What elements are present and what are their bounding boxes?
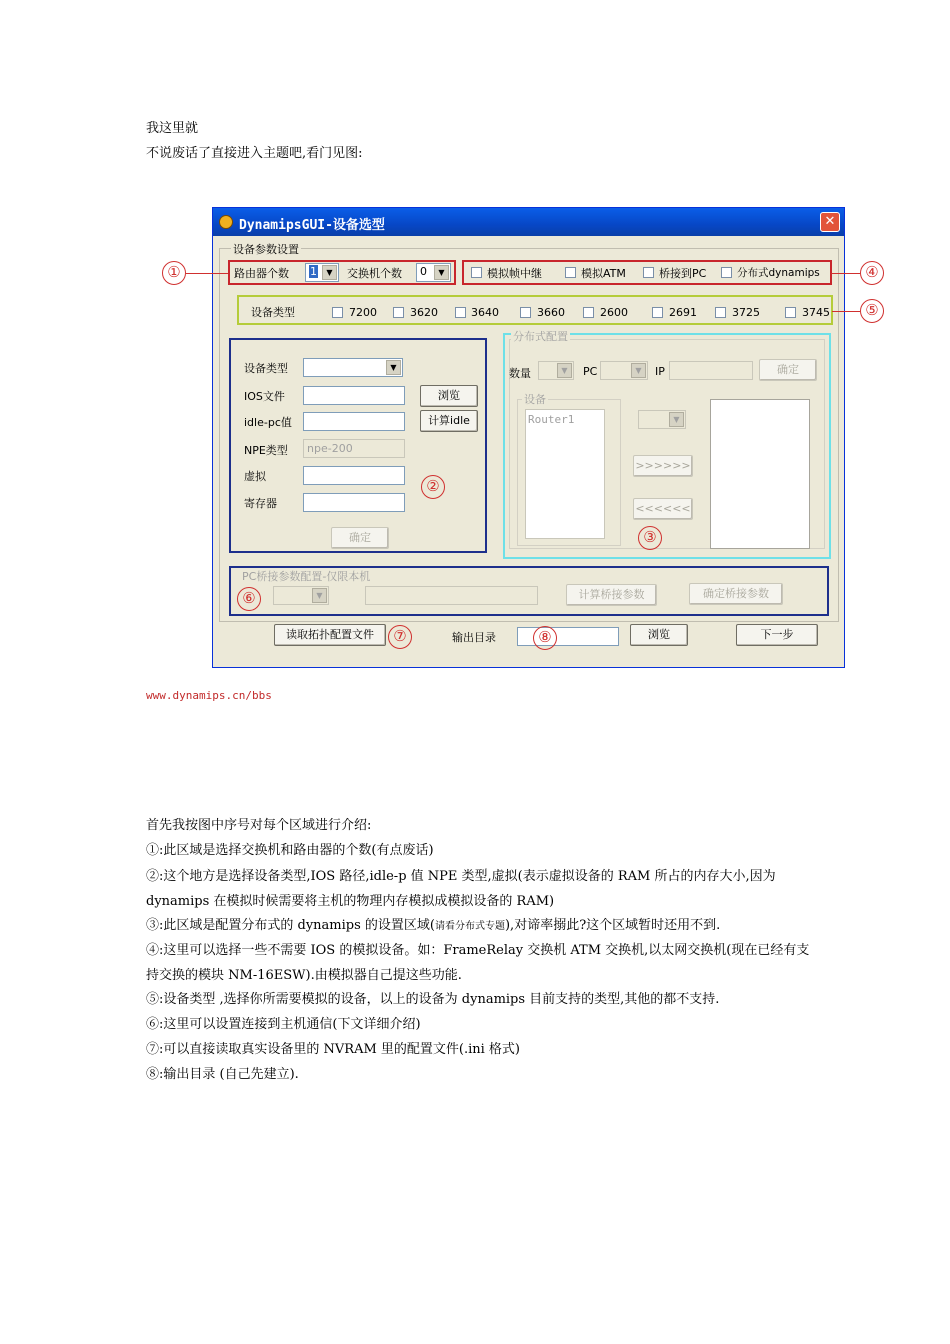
chevron-down-icon: ▼ — [557, 363, 572, 378]
next-step-button[interactable]: 下一步 — [736, 624, 818, 646]
marker-6: ⑥ — [237, 587, 261, 611]
bridge-params-input[interactable] — [365, 586, 538, 605]
switch-count-select[interactable] — [416, 263, 451, 282]
chevron-down-icon: ▼ — [669, 412, 684, 427]
form-confirm-button[interactable]: 确定 — [331, 527, 389, 549]
bridge-group-label: PC桥接参数配置-仅限本机 — [242, 570, 371, 583]
device-params-group-label: 设备参数设置 — [233, 243, 299, 256]
model-3745-checkbox[interactable] — [785, 307, 796, 318]
model-3745-label: 3745 — [802, 306, 830, 319]
explanation-3 — [146, 918, 720, 935]
browse-ios-button[interactable]: 浏览 — [420, 385, 478, 407]
frame-relay-label: 模拟帧中继 — [487, 267, 542, 280]
explanation-5: ⑤:设备类型 ,选择你所需要模拟的设备，以上的设备为 dynamips 目前支持的类型,其他的都不支持. — [146, 992, 720, 1007]
browse-output-button[interactable]: 浏览 — [630, 624, 688, 646]
count-label: 数量 — [509, 367, 531, 380]
router-count-label: 路由器个数 — [234, 267, 289, 280]
virtual-ram-input[interactable] — [303, 466, 405, 485]
explanation-6: ⑥:这里可以设置连接到主机通信(下文详细介绍) — [146, 1017, 421, 1032]
chevron-down-icon: ▼ — [631, 363, 646, 378]
device-group-label: 设备 — [524, 393, 546, 406]
pc-label: PC — [583, 365, 598, 378]
explanation-3-b: ),对谛率搦此?这个区域暂时还用不到. — [504, 918, 721, 933]
router-list-item[interactable]: Router1 — [528, 413, 575, 426]
model-3620-checkbox[interactable] — [393, 307, 404, 318]
router-list[interactable] — [525, 409, 605, 539]
marker-2: ② — [421, 475, 445, 499]
explanation-lead: 首先我按图中序号对每个区域进行介绍: — [146, 818, 372, 833]
count-select[interactable] — [538, 361, 574, 380]
model-2691-checkbox[interactable] — [652, 307, 663, 318]
device-type-label: 设备类型 — [251, 306, 295, 319]
marker-7: ⑦ — [388, 625, 412, 649]
router-count-select[interactable] — [305, 263, 339, 282]
model-3640-checkbox[interactable] — [455, 307, 466, 318]
register-input[interactable] — [303, 493, 405, 512]
chevron-down-icon: ▼ — [434, 265, 449, 280]
atm-checkbox[interactable] — [565, 267, 576, 278]
explanation-4: ④:这里可以选择一些不需要 IOS 的模拟设备。如：FrameRelay 交换机 ATM 交换机,以太网交换机(现在已经有支持交换的模块 NM-16ESW).由模拟器自己提这些功能. — [146, 943, 810, 983]
move-right-button[interactable]: >>>>>> — [633, 455, 693, 477]
ip-input[interactable] — [669, 361, 753, 380]
npe-type-label: NPE类型 — [244, 444, 288, 457]
model-3725-label: 3725 — [732, 306, 760, 319]
marker-4: ④ — [860, 261, 884, 285]
explanation-2: ②:这个地方是选择设备类型,IOS 路径,idle-p 值 NPE 类型,虚拟(表示虚拟设备的 RAM 所占的内存大小,因为 dynamips 在模拟时候需要将主机的物理内存模拟成模拟设备的 RAM) — [146, 869, 776, 909]
marker-5-leader — [832, 311, 860, 312]
idle-pc-input[interactable] — [303, 412, 405, 431]
model-3640-label: 3640 — [471, 306, 499, 319]
intro-line-1: 我这里就 — [146, 121, 199, 136]
model-3620-label: 3620 — [410, 306, 438, 319]
calc-idle-button[interactable]: 计算idle — [420, 410, 478, 432]
explanation-1: ①:此区域是选择交换机和路由器的个数(有点废话) — [146, 843, 434, 858]
pc-select[interactable] — [600, 361, 648, 380]
output-dir-label: 输出目录 — [452, 631, 496, 644]
calc-bridge-button[interactable]: 计算桥接参数 — [566, 584, 657, 606]
bbs-link[interactable]: www.dynamips.cn/bbs — [146, 689, 272, 702]
model-3660-label: 3660 — [537, 306, 565, 319]
model-2600-checkbox[interactable] — [583, 307, 594, 318]
title-bar — [213, 208, 844, 236]
switch-count-label: 交换机个数 — [347, 267, 402, 280]
virtual-label: 虚拟 — [244, 470, 266, 483]
switch-count-value: 0 — [420, 265, 427, 278]
marker-5: ⑤ — [860, 299, 884, 323]
router-count-value: 1 — [310, 265, 317, 278]
dynamips-dialog — [212, 207, 845, 668]
frame-relay-checkbox[interactable] — [471, 267, 482, 278]
marker-1-leader — [186, 273, 228, 274]
distributed-group-label: 分布式配置 — [513, 330, 568, 343]
move-left-button[interactable]: <<<<<< — [633, 498, 693, 520]
confirm-bridge-button[interactable]: 确定桥接参数 — [689, 583, 783, 605]
model-2600-label: 2600 — [600, 306, 628, 319]
bridge-pc-label: 桥接到PC — [659, 267, 707, 280]
ios-file-input[interactable] — [303, 386, 405, 405]
ip-label: IP — [655, 365, 665, 378]
idle-pc-label: idle-pc值 — [244, 416, 292, 429]
intro-line-2: 不说废话了直接进入主题吧,看门见图: — [146, 146, 363, 161]
device-target-select[interactable] — [638, 410, 686, 429]
explanation-8: ⑧:输出目录 (自己先建立). — [146, 1067, 299, 1082]
explanation-3-a: ③:此区域是配置分布式的 dynamips 的设置区域( — [146, 918, 435, 933]
model-7200-label: 7200 — [349, 306, 377, 319]
target-list[interactable] — [710, 399, 810, 549]
explanation-7: ⑦:可以直接读取真实设备里的 NVRAM 里的配置文件(.ini 格式) — [146, 1042, 520, 1057]
explanation-3-note: 请看分布式专题 — [434, 921, 505, 932]
distributed-checkbox[interactable] — [721, 267, 732, 278]
model-3725-checkbox[interactable] — [715, 307, 726, 318]
model-3660-checkbox[interactable] — [520, 307, 531, 318]
chevron-down-icon: ▼ — [322, 265, 337, 280]
chevron-down-icon: ▼ — [312, 588, 327, 603]
ios-file-label: IOS文件 — [244, 390, 285, 403]
app-icon — [219, 215, 233, 229]
npe-type-input[interactable]: npe-200 — [303, 439, 405, 458]
bridge-select[interactable] — [273, 586, 329, 605]
marker-8: ⑧ — [533, 626, 557, 650]
marker-1: ① — [162, 261, 186, 285]
atm-label: 模拟ATM — [581, 267, 626, 280]
model-2691-label: 2691 — [669, 306, 697, 319]
marker-4-leader — [831, 273, 860, 274]
register-label: 寄存器 — [244, 497, 277, 510]
form-device-type-select[interactable] — [303, 358, 403, 377]
close-button[interactable]: ✕ — [820, 212, 840, 232]
marker-3: ③ — [638, 526, 662, 550]
form-device-type-label: 设备类型 — [244, 362, 288, 375]
read-topology-button[interactable]: 读取拓扑配置文件 — [274, 624, 386, 646]
distributed-confirm-button[interactable]: 确定 — [759, 359, 817, 381]
bridge-pc-checkbox[interactable] — [643, 267, 654, 278]
chevron-down-icon: ▼ — [386, 360, 401, 375]
distributed-label: 分布式dynamips — [737, 267, 820, 279]
window-title: DynamipsGUI-设备选型 — [239, 218, 385, 233]
model-7200-checkbox[interactable] — [332, 307, 343, 318]
